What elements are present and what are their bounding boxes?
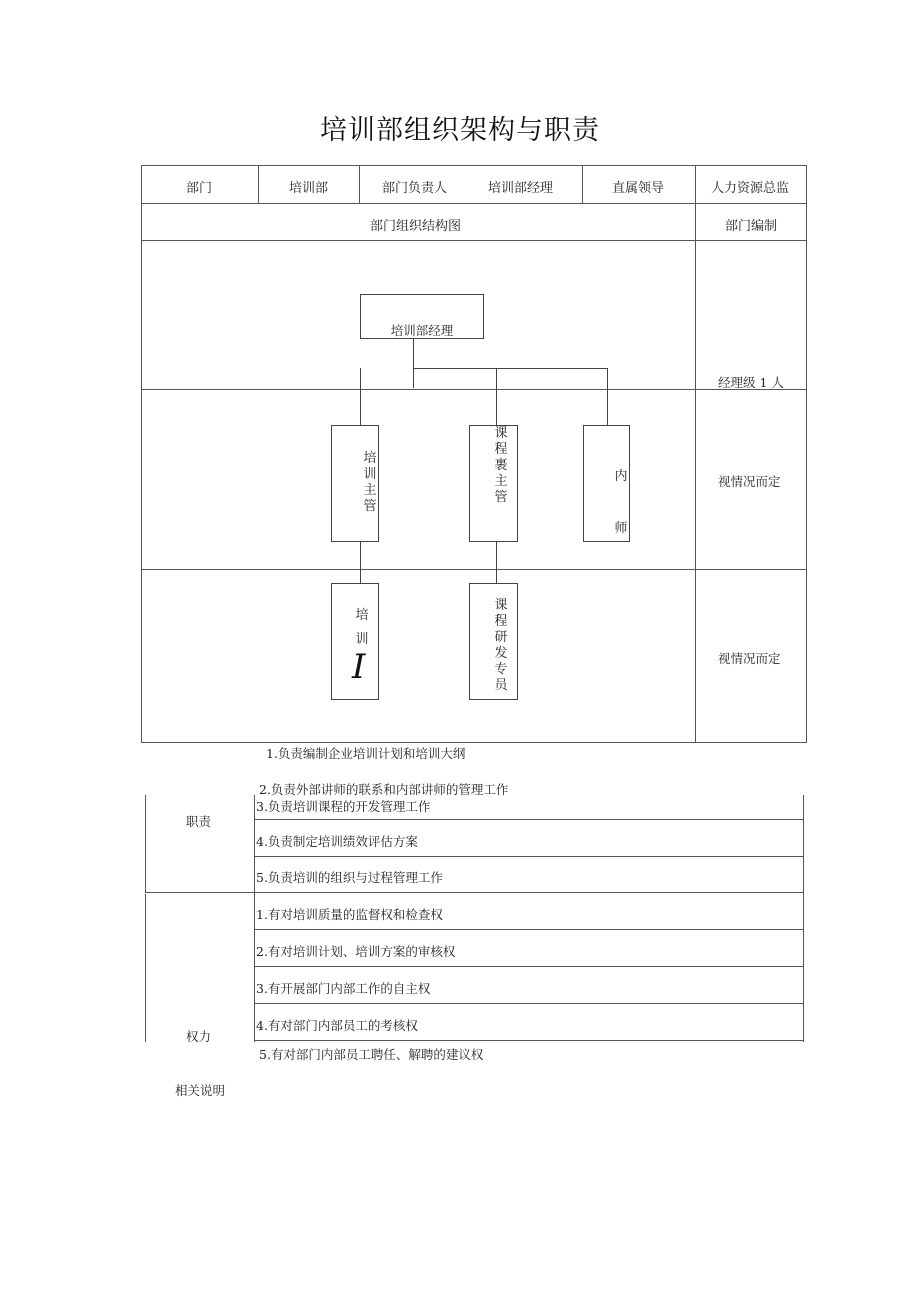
- duty-item-2: 2.负责外部讲师的联系和内部讲师的管理工作: [259, 782, 509, 797]
- duty-item-4: 4.负责制定培训绩效评估方案: [256, 834, 418, 849]
- org-chart-label: 部门组织结构图: [370, 219, 462, 234]
- authority-item-3: 3.有开展部门内部工作的自主权: [256, 981, 431, 996]
- org-node-manager-label: 培训部经理: [390, 323, 454, 338]
- authority-item-5: 5.有对部门内部员工聘任、解聘的建议权: [259, 1047, 484, 1062]
- direct-leader-label: 直属领导: [612, 181, 665, 196]
- org-node-internal-trainer: [583, 425, 630, 542]
- org-node-internal-trainer-label: 内师: [614, 469, 628, 536]
- org-node-trainer-glyph: I: [352, 647, 366, 687]
- duty-item-1: 1.负责编制企业培训计划和培训大纲: [266, 746, 466, 761]
- dept-value: 培训部: [289, 181, 329, 196]
- authority-item-1: 1.有对培训质量的监督权和检查权: [256, 907, 443, 922]
- authority-item-2: 2.有对培训计划、培训方案的审核权: [256, 944, 456, 959]
- staffing-row-3: 视情况而定: [718, 651, 781, 666]
- org-node-training-supervisor: [331, 425, 379, 542]
- org-node-course-supervisor: [469, 425, 518, 542]
- org-node-course-supervisor-label: 课程裹主管: [494, 426, 508, 505]
- direct-leader-value: 人力资源总监: [711, 181, 790, 196]
- org-node-trainer: [331, 583, 379, 700]
- org-node-course-developer-label: 课程研发专员: [494, 598, 508, 693]
- staffing-row-2: 视情况而定: [718, 474, 781, 489]
- authority-item-4: 4.有对部门内部员工的考核权: [256, 1018, 418, 1033]
- duty-item-3: 3.负责培训课程的开发管理工作: [256, 799, 431, 814]
- notes-label: 相关说明: [175, 1083, 226, 1098]
- org-node-manager: [360, 294, 484, 339]
- staffing-row-1: 经理级 1 人: [718, 375, 784, 390]
- org-node-course-developer: [469, 583, 518, 700]
- org-node-training-supervisor-label: 培训主管: [363, 451, 377, 514]
- org-node-trainer-label: 培训: [355, 608, 369, 647]
- duties-label: 职责: [186, 814, 212, 829]
- page-title: 培训部组织架构与职责: [320, 115, 600, 146]
- authority-label: 权力: [186, 1029, 212, 1044]
- dept-head-value: 培训部经理: [488, 181, 554, 196]
- dept-head-label: 部门负责人: [382, 181, 448, 196]
- duty-item-5: 5.负责培训的组织与过程管理工作: [256, 870, 443, 885]
- dept-label: 部门: [186, 181, 213, 196]
- staffing-label: 部门编制: [725, 219, 778, 234]
